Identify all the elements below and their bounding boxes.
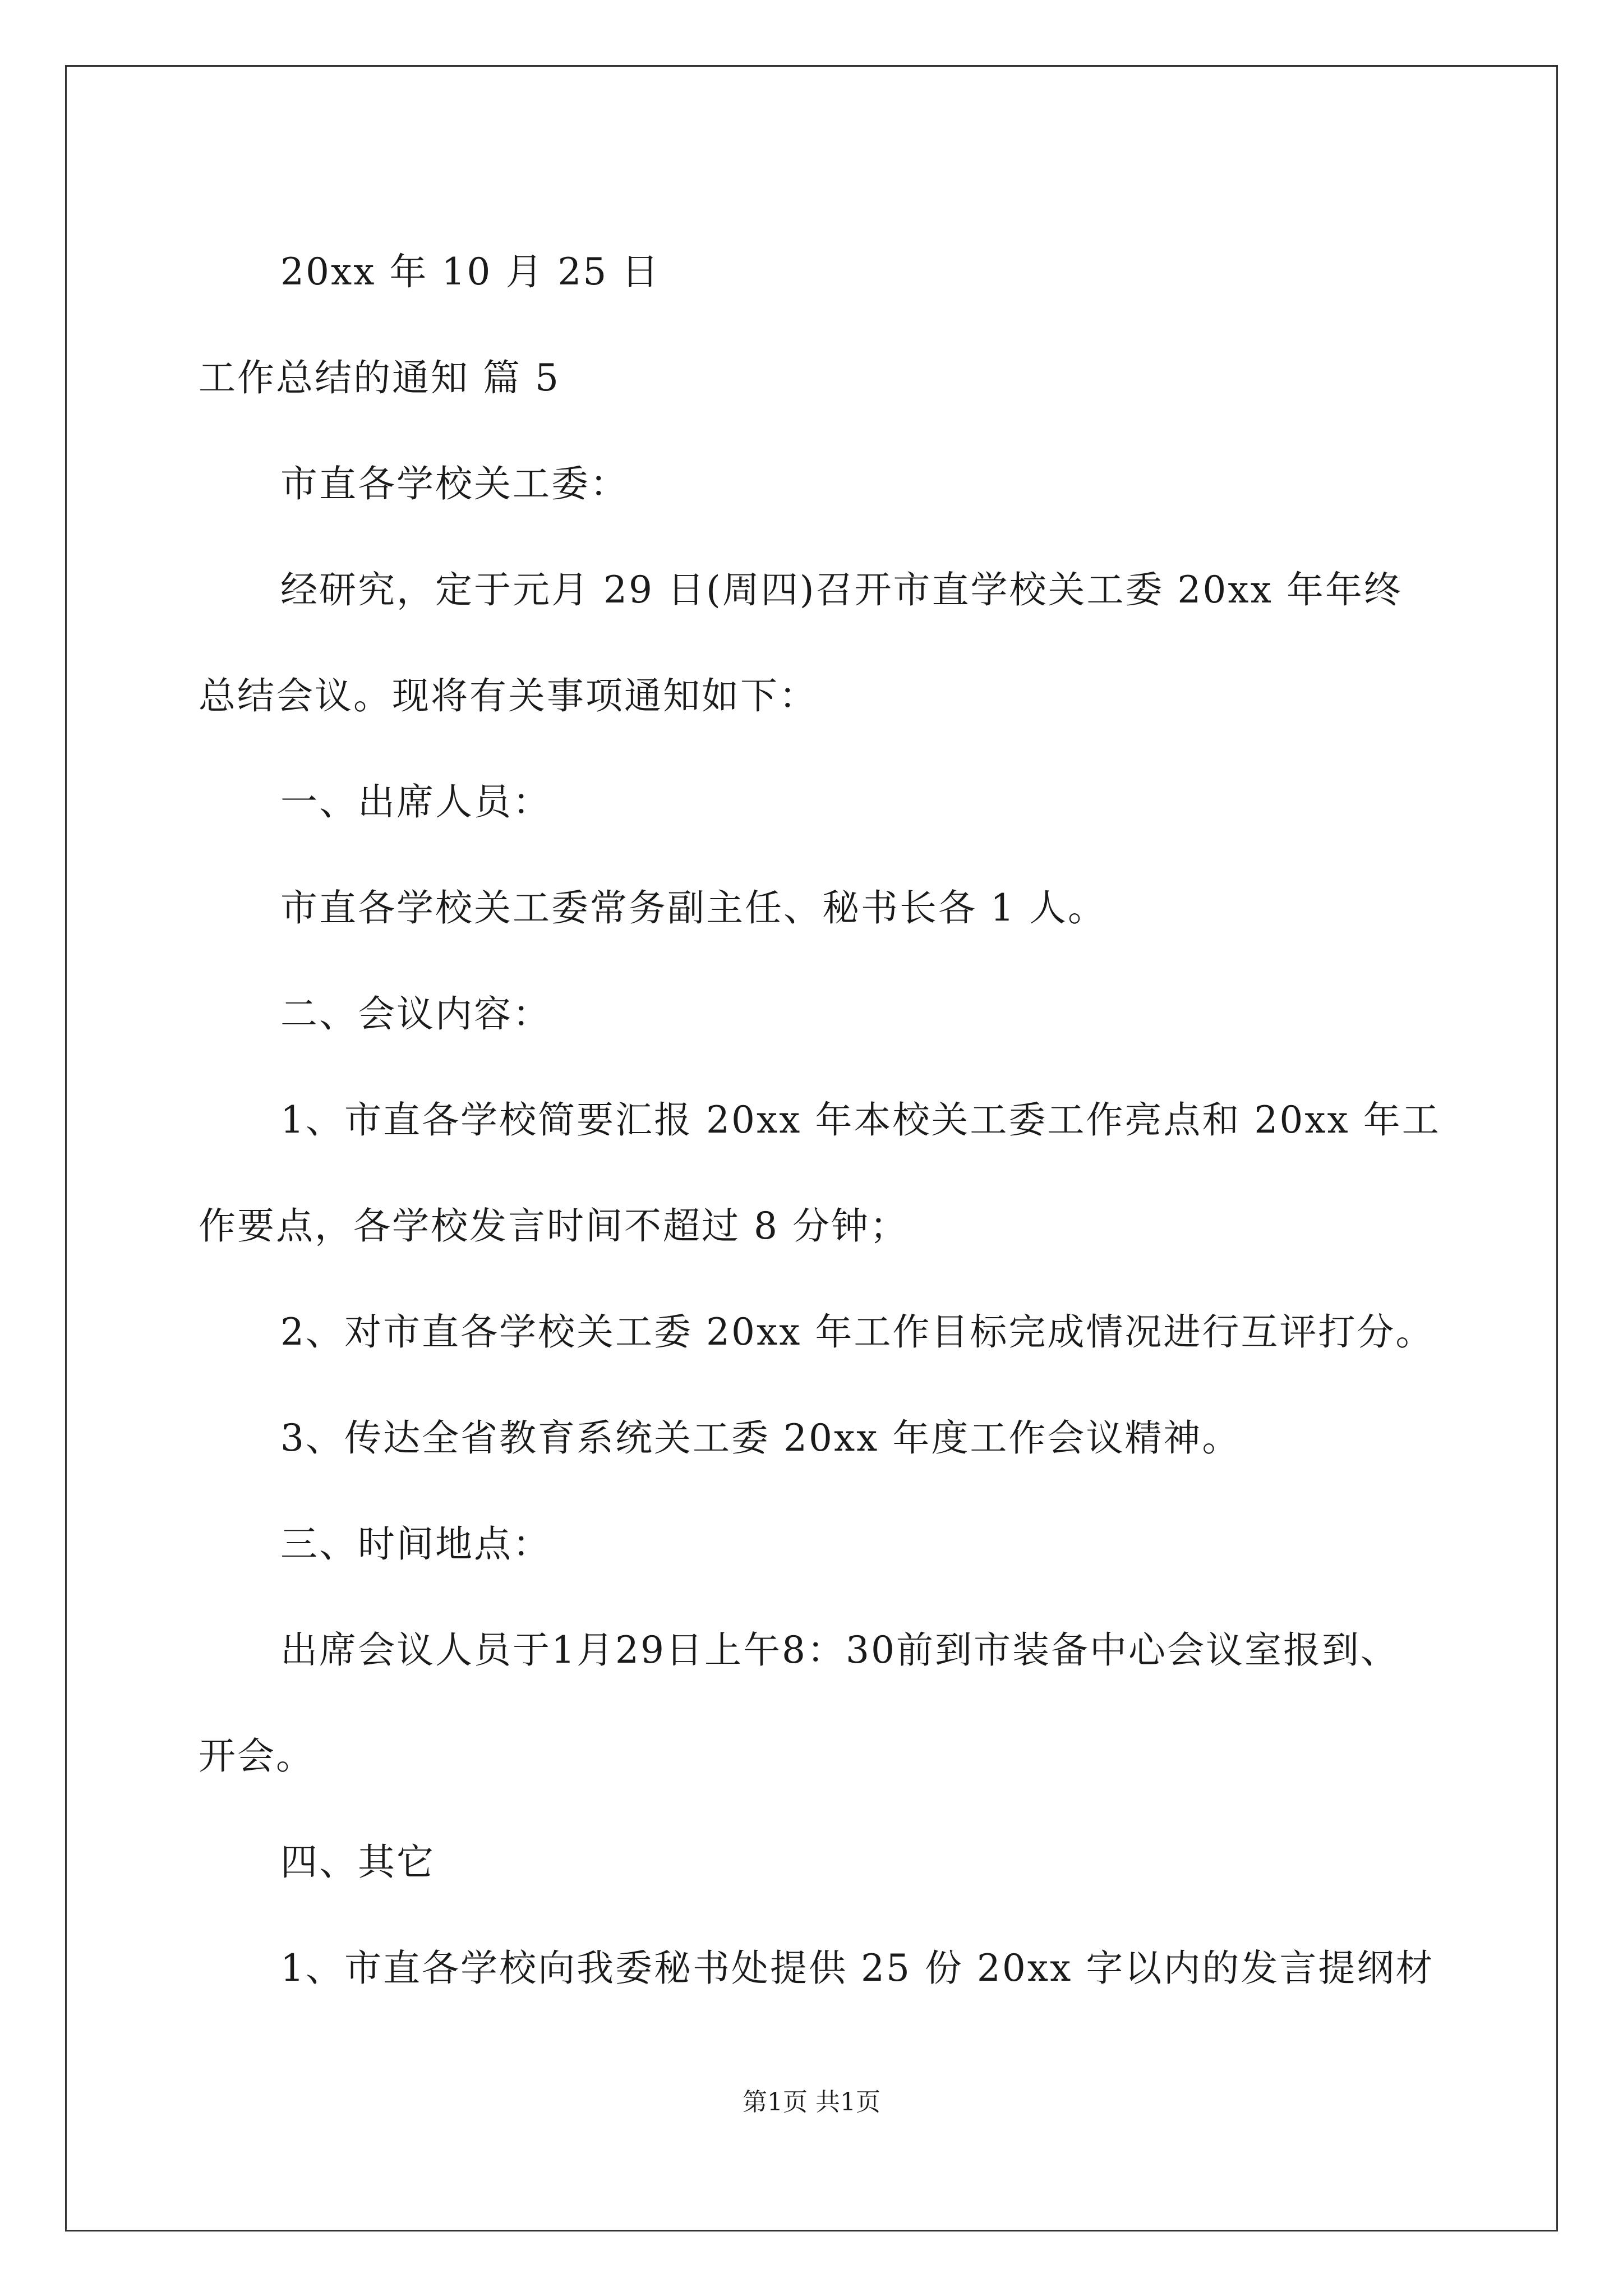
document-body: [199, 219, 1455, 2021]
paragraph-line: 1、市直各学校向我委秘书处提供 25 份 20xx 字以内的发言提纲材: [280, 1947, 1435, 1990]
date-line: 20xx 年 10 月 25 日: [280, 250, 661, 293]
salutation: 市直各学校关工委：: [280, 462, 629, 505]
paragraph-line: 市直各学校关工委常务副主任、秘书长各 1 人。: [280, 886, 1106, 930]
heading-time-place: 三、时间地点：: [280, 1522, 551, 1566]
section-title: 工作总结的通知 篇 5: [199, 356, 560, 399]
paragraph-line: 经研究，定于元月 29 日(周四)召开市直学校关工委 20xx 年年终: [280, 568, 1403, 611]
paragraph-line: 开会。: [199, 1734, 315, 1778]
paragraph-line: 总结会议。现将有关事项通知如下：: [199, 674, 818, 717]
paragraph-line: 作要点，各学校发言时间不超过 8 分钟；: [199, 1204, 909, 1248]
paragraph-line: 2、对市直各学校关工委 20xx 年工作目标完成情况进行互评打分。: [280, 1310, 1435, 1354]
paragraph-line: 1、市直各学校简要汇报 20xx 年本校关工委工作亮点和 20xx 年工: [280, 1098, 1441, 1142]
heading-attendees: 一、出席人员：: [280, 780, 551, 823]
paragraph-line: 出席会议人员于1月29日上午8：30前到市装备中心会议室报到、: [280, 1628, 1399, 1672]
paragraph-line: 3、传达全省教育系统关工委 20xx 年度工作会议精神。: [280, 1416, 1241, 1460]
page-number: 第1页 共1页: [743, 2088, 880, 2116]
heading-content: 二、会议内容：: [280, 992, 551, 1036]
heading-other: 四、其它: [280, 1841, 435, 1884]
